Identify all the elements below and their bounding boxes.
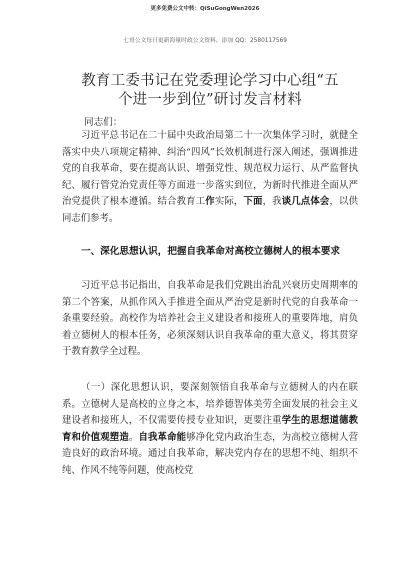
intro-text-c: 实际，: [214, 196, 244, 208]
section-heading-1: 一、深化思想认识，把握自我革命对高校立德树人的根本要求: [81, 246, 341, 257]
document-title: 教育工委书记在党委理论学习中心组“五个进一步到位”研讨发言材料: [81, 73, 339, 108]
intro-bold-points: 谈几点体会: [281, 196, 330, 208]
sub-text-d: 够净化党内政治生态，为高校立德树人营造良好的政治环境。通过自我革命，解决党内存在的思想不纯、组织不纯、作风不纯等问题，使高校党: [62, 431, 358, 476]
sub-bold-selfrev: 自我革命能: [138, 431, 187, 443]
paragraph-subsection1: [62, 380, 358, 480]
sub-bold-students: 学生的思想道德教育和价值观塑造: [62, 415, 358, 443]
notice-line: 七哥公文每日更新海量时政公文资料，添加 QQ：2580117569: [123, 38, 287, 44]
paragraph-intro: [62, 128, 358, 228]
intro-bold-work: 作: [205, 196, 215, 208]
intro-text-e: ，以供同志们参考。: [62, 196, 358, 224]
sub-text-c: 。: [128, 431, 139, 443]
paragraph-section1: 习近平总书记指出，自我革命是我们党跳出治乱兴衰历史周期率的第二个答案，从抓作风入手推进全面从严治党是新时代党的自我革命一条重要经验。高校作为培养社会主义建设者和接班人的重要阵地，肩负着立德树人的根本任务，必须深刻认识自我革命的重大意义，将其贯穿于教育教学全过程。: [62, 280, 358, 358]
header-banner: 更多免费公文中转：QiSuGongWen2026: [150, 6, 260, 12]
intro-text-a: 习近平总书记在二十届中央政治局第二十一次集体学习时，就健全落实中央八项规定精神、纠治“四风”长效机制进行深入阐述，强调推进党的自我革命，要在提高认识、增强党性、规范权力运行、从严监督执纪、履行管党治党责任等方面进一步落实到位，为新时代推进全面从严治党提供了根本遵循。结合教育工: [62, 130, 358, 208]
greeting: 同志们：: [84, 117, 123, 128]
intro-text-d: ，我: [262, 196, 282, 208]
sub-text-a: （一）深化思想认识，要深刻领悟自我革命与立德树人的内在联系。立德树人是高校的立身之本，培养德智体美劳全面发展的社会主义建设者和接班人，不仅需要传授专业知识，更要注重: [62, 382, 358, 427]
intro-bold-below: 下面: [243, 196, 263, 208]
